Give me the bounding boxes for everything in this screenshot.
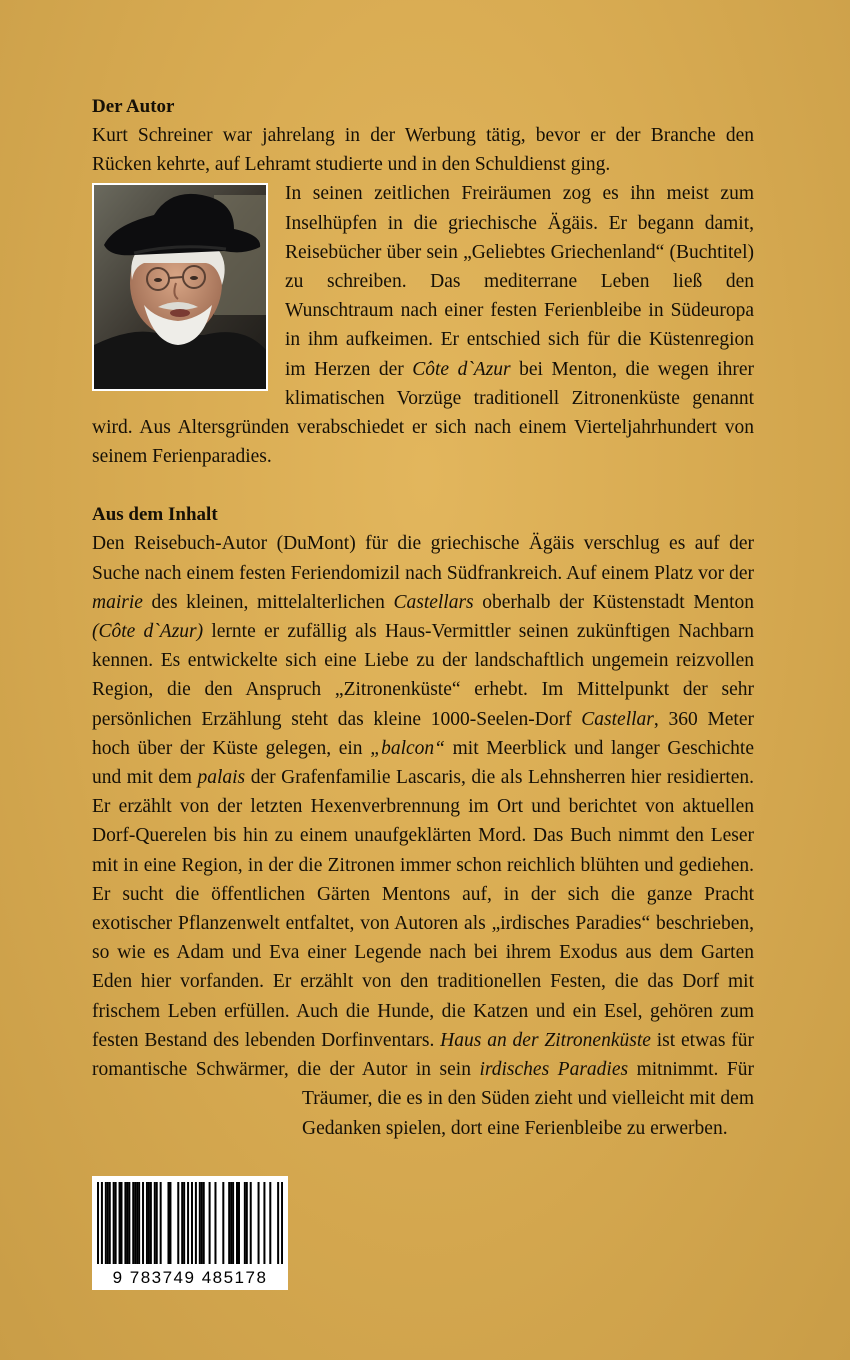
barcode-bar xyxy=(154,1182,156,1264)
author-body-part2: bei Menton, die wegen ihrer klimatischen Vorzüge traditionell Zitronenküste genannt wird. Aus Altersgründen verabschiedet er sich nach einem Vierteljahrhundert von seinem Ferienparadies. xyxy=(92,358,754,468)
barcode-text-spacer xyxy=(92,1084,302,1174)
barcode-bar xyxy=(136,1182,138,1264)
isbn-barcode xyxy=(92,1176,288,1290)
content-seg-italic-mairie: mairie xyxy=(92,591,143,613)
barcode-bars xyxy=(97,1182,283,1264)
barcode-bar xyxy=(281,1182,283,1264)
content-seg-italic-castellars: Castellars xyxy=(393,591,474,613)
barcode-bar xyxy=(113,1182,115,1264)
barcode-bar xyxy=(244,1182,246,1264)
barcode-bar xyxy=(160,1182,162,1264)
barcode-bar xyxy=(203,1182,205,1264)
content-seg-16: mitnimmt. Für Träumer, die es in den Süden zieht und vielleicht mit dem Gedanken spielen, dort eine Ferienbleibe zu erwerben. xyxy=(302,1059,754,1139)
content-seg-6: lernte er zufällig als Haus-Vermittler seinen zukünftigen Nachbarn kennen. Es entwickelte sich eine Liebe zu der landschaftlich ungemein reizvollen Region, die den Anspruch „Zitronenküste“ erhebt. Im Mittelpunkt der sehr persönlichen Erzählung steht das kleine 1000-Seelen-Dorf xyxy=(92,621,754,730)
barcode-bar xyxy=(169,1182,171,1264)
author-body-italic: Côte d`Azur xyxy=(412,358,511,380)
barcode-bar xyxy=(156,1182,158,1264)
barcode-bar xyxy=(250,1182,252,1264)
barcode-bar xyxy=(187,1182,189,1264)
barcode-bar xyxy=(124,1182,126,1264)
barcode-bar xyxy=(191,1182,193,1264)
barcode-bar xyxy=(195,1182,197,1264)
content-seg-italic-balcon: „balcon“ xyxy=(370,737,445,759)
content-seg-14: ist etwas für romantische Schwärmer, die der Autor in sein xyxy=(92,1029,755,1081)
barcode-bar xyxy=(150,1182,152,1264)
barcode-bar xyxy=(238,1182,240,1264)
barcode-bar xyxy=(222,1182,224,1264)
barcode-bar xyxy=(109,1182,111,1264)
content-seg-italic-palais: palais xyxy=(197,767,246,789)
content-seg-italic-castellar: Castellar xyxy=(581,708,654,730)
content-seg-italic-cote: (Côte d`Azur) xyxy=(92,621,204,643)
barcode-bar xyxy=(209,1182,211,1264)
barcode-bar xyxy=(115,1182,117,1264)
section-gap xyxy=(92,471,754,500)
content-seg-10: mit Meerblick und langer Geschichte und mit dem xyxy=(92,737,754,789)
barcode-bar xyxy=(119,1182,121,1264)
barcode-bar xyxy=(199,1182,201,1264)
barcode-bar xyxy=(146,1182,148,1264)
barcode-bar xyxy=(107,1182,109,1264)
barcode-bar xyxy=(269,1182,271,1264)
barcode-bar xyxy=(183,1182,185,1264)
barcode-bar xyxy=(228,1182,230,1264)
content-seg-2: des kleinen, mittelalterlichen xyxy=(142,591,394,613)
barcode-bar xyxy=(134,1182,136,1264)
barcode-bar xyxy=(126,1182,128,1264)
barcode-bar xyxy=(138,1182,140,1264)
author-body-part1: In seinen zeitlichen Freiräumen zog es ihn meist zum Inselhüpfen in die griechische Ägäis. Er begann damit, Reisebücher über sein „Geliebtes Griechenland“ (Buchtitel) zu schreiben. Das mediterrane Leben ließ den Wunschtraum nach einer festen Ferienbleibe in Südeuropa in ihm aufkeimen. Er entschied sich für die Küstenregion im Herzen der xyxy=(285,183,754,380)
barcode-bar xyxy=(132,1182,134,1264)
barcode-bar xyxy=(120,1182,122,1264)
barcode-bar xyxy=(177,1182,179,1264)
barcode-bar xyxy=(105,1182,107,1264)
barcode-bar xyxy=(230,1182,232,1264)
barcode-bar xyxy=(277,1182,279,1264)
barcode-bar xyxy=(128,1182,130,1264)
back-cover xyxy=(92,92,754,1174)
barcode-bar xyxy=(142,1182,144,1264)
barcode-bar xyxy=(101,1182,103,1264)
author-heading: Der Autor xyxy=(92,96,175,117)
barcode-bar xyxy=(181,1182,183,1264)
barcode-bar xyxy=(263,1182,265,1264)
barcode-bar xyxy=(258,1182,260,1264)
barcode-bar xyxy=(201,1182,203,1264)
barcode-bar xyxy=(167,1182,169,1264)
content-seg-4: oberhalb der Küstenstadt Menton xyxy=(473,591,755,613)
barcode-bar xyxy=(232,1182,234,1264)
barcode-bar xyxy=(97,1182,99,1264)
content-heading: Aus dem Inhalt xyxy=(92,504,218,526)
barcode-bar xyxy=(214,1182,216,1264)
author-photo xyxy=(92,183,268,391)
barcode-bar xyxy=(246,1182,248,1264)
content-seg-italic-title: Haus an der Zitronenküste xyxy=(440,1029,651,1051)
content-seg-0: Den Reisebuch-Autor (DuMont) für die griechische Ägäis verschlug es auf der Suche nach einem festen Feriendomizil nach Südfrankreich. Auf einem Platz vor der xyxy=(92,533,754,584)
content-seg-12: der Grafenfamilie Lascaris, die als Lehnsherren hier residierten. Er erzählt von der letzten Hexenverbrennung im Ort und berichtet von aktuellen Dorf-Querelen bis hin zu einem unaufgeklärten Mord. Das Buch nimmt den Leser mit in eine Region, in der die Zitronen immer schon reichlich blühten und gediehen. Er sucht die öffentlichen Gärten Mentons auf, in der sich die ganze Pracht exotischer Pflanzenwelt entfaltet, von Autoren als „irdisches Paradies“ beschrieben, so wie es Adam und Eva einer Legende nach bei ihrem Exodus aus dem Garten Eden hier vorfanden. Er erzählt von den traditionellen Festen, die das Dorf mit frischem Leben erfüllen. Auch die Hunde, die Katzen und ein Esel, gehören zum festen Bestand des lebenden Dorfinventars. xyxy=(92,767,755,1051)
content-seg-8: , 360 Meter hoch über der Küste gelegen, ein xyxy=(92,708,754,759)
author-portrait-image xyxy=(94,185,266,389)
isbn-number: 9 783749 485178 xyxy=(112,1268,268,1287)
content-body xyxy=(92,529,754,1142)
barcode-bar xyxy=(148,1182,150,1264)
content-seg-italic-paradies: irdisches Paradies xyxy=(479,1059,629,1081)
barcode-bar xyxy=(236,1182,238,1264)
author-intro: Kurt Schreiner war jahrelang in der Werbung tätig, bevor er der Branche den Rücken kehrte, auf Lehramt studierte und in den Schuldienst ging. xyxy=(92,125,754,176)
